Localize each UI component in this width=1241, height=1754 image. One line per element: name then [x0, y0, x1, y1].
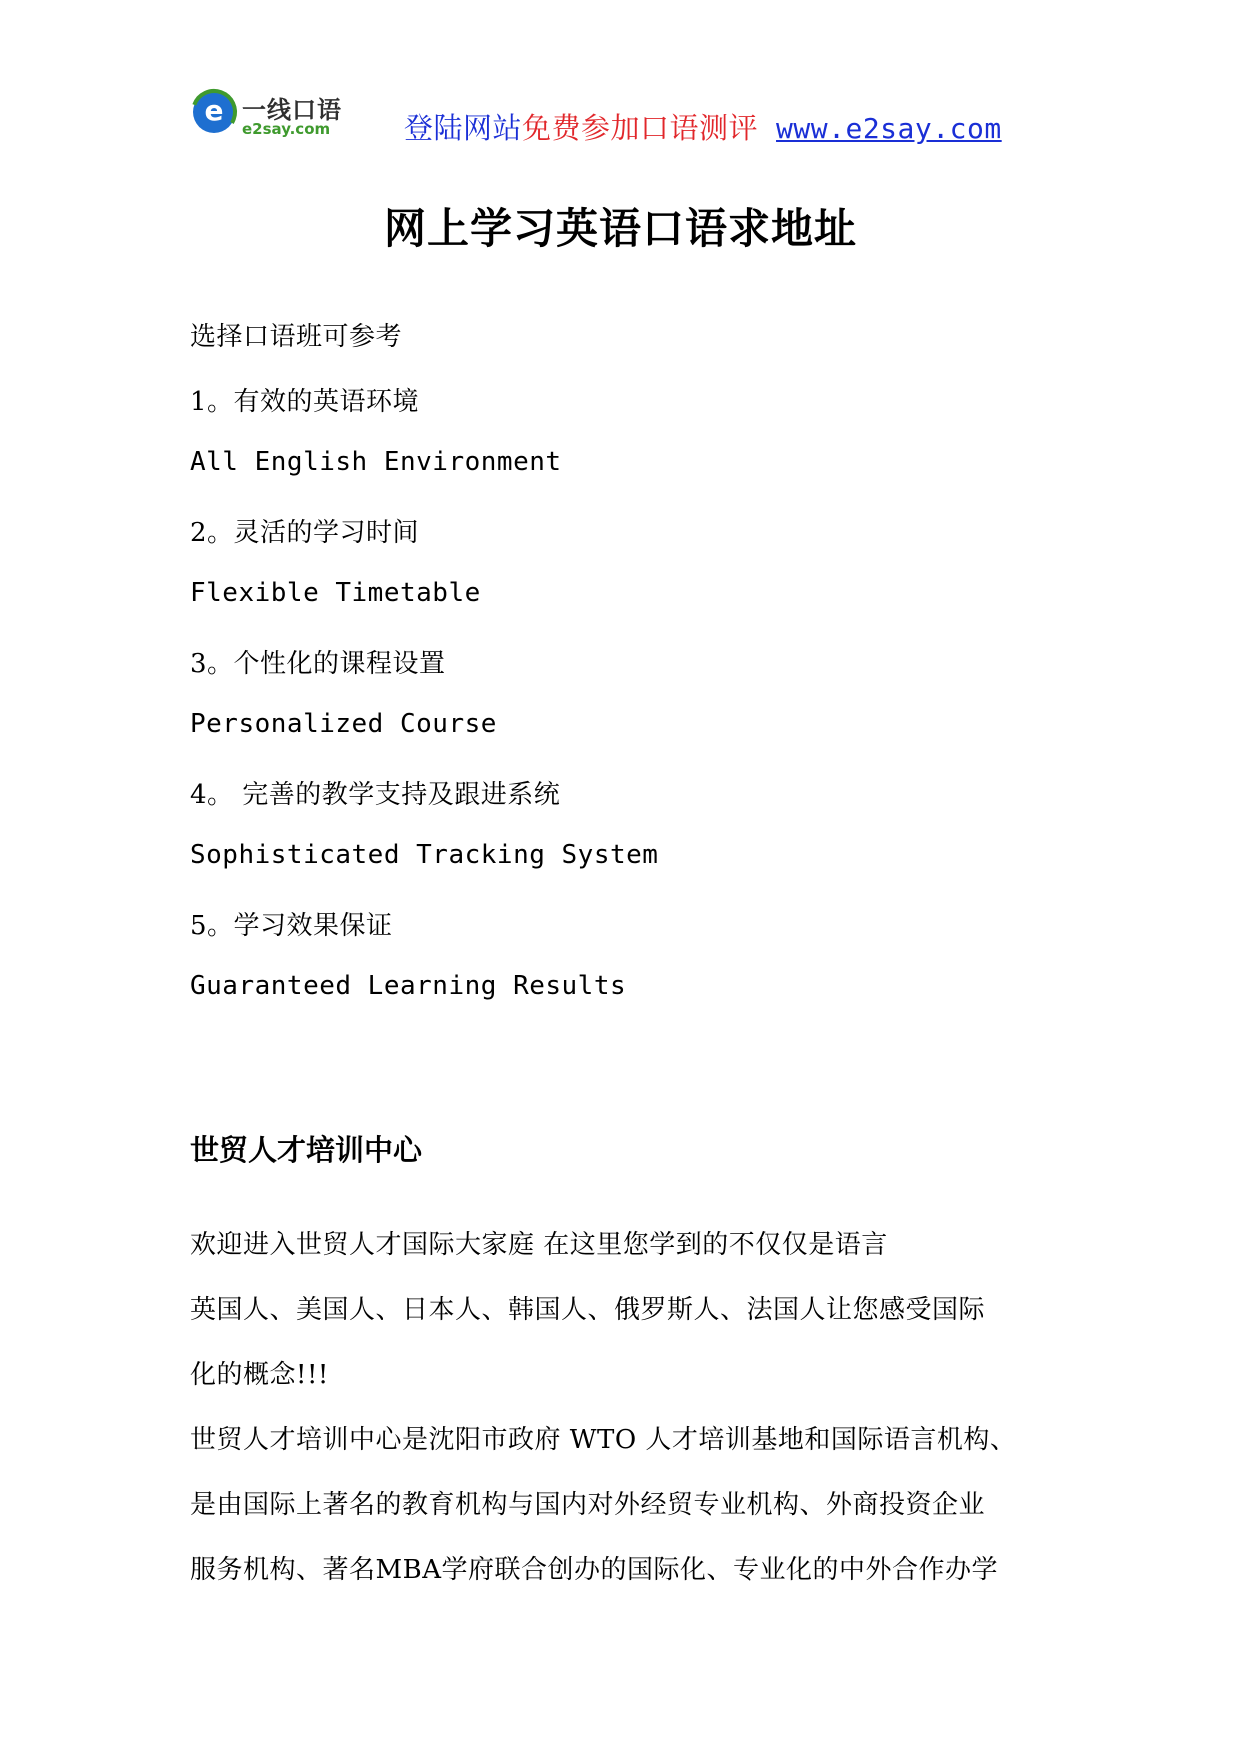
list-item-cn: 4。 完善的教学支持及跟进系统	[190, 780, 561, 810]
paragraph-line: 是由国际上著名的教育机构与国内对外经贸专业机构、外商投资企业	[190, 1490, 986, 1520]
promo-text-free-test: 免费参加口语测评	[522, 111, 759, 145]
logo-title: 一线口语	[242, 96, 342, 124]
svg-text:e: e	[204, 94, 224, 127]
paragraph-line: 欢迎进入世贸人才国际大家庭 在这里您学到的不仅仅是语言	[190, 1230, 888, 1260]
list-item-en: Personalized Course	[190, 709, 497, 739]
list-item-en: Guaranteed Learning Results	[190, 971, 627, 1001]
list-item-en: All English Environment	[190, 447, 562, 477]
list-item-en: Sophisticated Tracking System	[190, 840, 659, 870]
e-logo-icon	[190, 86, 240, 138]
paragraph-line: 化的概念!!!	[190, 1360, 329, 1390]
list-item-cn: 3。个性化的课程设置	[190, 649, 446, 679]
list-item-cn: 1。有效的英语环境	[190, 387, 420, 417]
intro-text: 选择口语班可参考	[190, 322, 403, 352]
list-item-en: Flexible Timetable	[190, 578, 481, 608]
page-header	[0, 0, 1241, 160]
section-title: 世贸人才培训中心	[190, 1133, 423, 1167]
paragraph-line: 世贸人才培训中心是沈阳市政府 WTO 人才培训基地和国际语言机构、	[190, 1425, 1017, 1455]
paragraph-line: 服务机构、著名MBA学府联合创办的国际化、专业化的中外合作办学	[190, 1555, 999, 1585]
promo-text-login: 登陆网站	[404, 111, 523, 145]
paragraph-line: 英国人、美国人、日本人、韩国人、俄罗斯人、法国人让您感受国际	[190, 1295, 986, 1325]
page-title: 网上学习英语口语求地址	[383, 204, 857, 253]
promo-link[interactable]: www.e2say.com	[776, 112, 1002, 145]
promo-banner	[404, 106, 1002, 147]
list-item-cn: 2。灵活的学习时间	[190, 518, 420, 548]
logo-subtitle: e2say.com	[242, 120, 331, 138]
e2say-logo[interactable]	[190, 86, 350, 146]
list-item-cn: 5。学习效果保证	[190, 911, 393, 941]
